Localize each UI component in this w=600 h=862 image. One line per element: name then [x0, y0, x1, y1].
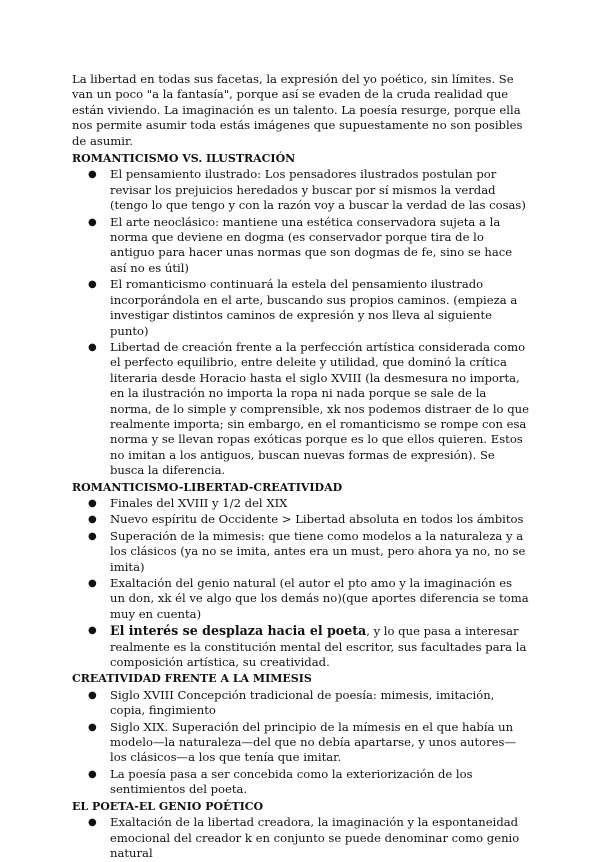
bullet-icon: ●: [88, 768, 97, 780]
bullet-icon: ●: [88, 817, 97, 829]
list-item-text: El arte neoclásico: mantiene una estética conservadora sujeta a la norma que deviene en dogma (es conservador porque tira de lo antiguo para hacer unas normas que son dogmas de fe, sino se hace así no es útil): [110, 214, 513, 275]
list-item-text: El romanticismo continuará la estela del pensamiento ilustrado incorporándola en el arte, buscando sus propios caminos. (empieza a investigar distintos caminos de expresión y nos lleva al siguiente punto): [110, 277, 518, 338]
bullet-list: [72, 496, 530, 670]
list-item: [88, 719, 530, 766]
list-item: [88, 766, 530, 798]
bullet-icon: ●: [88, 216, 97, 228]
section-heading: EL POETA-EL GENIO POÉTICO: [72, 799, 264, 813]
list-item: [88, 528, 530, 575]
section-heading: CREATIVIDAD FRENTE A LA MIMESIS: [72, 672, 312, 686]
bullet-icon: ●: [88, 689, 97, 701]
document-body: [72, 72, 530, 862]
section-el-poeta-genio-poetico: [72, 799, 530, 862]
list-item: [88, 623, 530, 670]
list-item: [88, 214, 530, 277]
list-item-text: Siglo XIX. Superación del principio de la mímesis en el que había un modelo—la naturaleza—del que no debía apartarse, y unos autores—los clásicos—a los que tenía que imitar.: [110, 719, 517, 765]
list-item-text: La poesía pasa a ser concebida como la exteriorización de los sentimientos del poeta.: [110, 766, 473, 797]
list-item: [88, 277, 530, 339]
bullet-icon: ●: [88, 578, 97, 589]
list-item: [88, 512, 530, 527]
list-item-text: Nuevo espíritu de Occidente > Libertad absoluta en todos los ámbitos: [110, 512, 524, 527]
bullet-list: [72, 167, 530, 478]
bullet-list: [72, 688, 530, 798]
emphasized-text: El interés se desplaza hacia el poeta: [110, 623, 367, 639]
list-item: [88, 495, 530, 511]
list-item-text: , y lo que pasa a interesar realmente es la constitución mental del escritor, sus facultades para la composición artística, su creatividad.: [110, 624, 527, 670]
list-item-text: Superación de la mimesis: que tiene como modelos a la naturaleza y a los clásicos (ya no se imita, antes era un must, pero ahora ya no, no se imita): [110, 528, 526, 574]
bullet-icon: ●: [88, 625, 97, 637]
section-heading: ROMANTICISMO VS. ILUSTRACIÓN: [72, 152, 296, 166]
section-romanticismo-vs-ilustracion: [72, 151, 530, 479]
list-item: [88, 339, 530, 479]
list-item-text: Finales del XVIII y 1/2 del XIX: [110, 495, 288, 510]
list-item-text: Siglo XVIII Concepción tradicional de poesía: mimesis, imitación, copia, fingimiento: [110, 687, 495, 718]
list-item-text: Exaltación de la libertad creadora, la imaginación y la espontaneidad emocional del creador k en conjunto se puede denominar como genio natural: [110, 815, 520, 860]
list-item-text: Exaltación del genio natural (el autor el pto amo y la imaginación es un don, xk él ve algo que los demás no)(que aportes diferencia se toma muy en cuenta): [110, 576, 529, 621]
list-item: [88, 815, 530, 861]
list-item: [88, 576, 530, 622]
bullet-icon: ●: [88, 514, 97, 526]
bullet-icon: ●: [88, 530, 97, 542]
bullet-icon: ●: [88, 341, 97, 353]
bullet-icon: ●: [88, 169, 97, 181]
intro-paragraph: La libertad en todas sus facetas, la expresión del yo poético, sin límites. Se van un poco "a la fantasía", porque así se evaden de la cruda realidad que están viviendo. La imaginación es un talento. La poesía resurge, porque ella nos permite asumir toda estás imágenes que supuestamente no son posibles de asumir.: [72, 72, 523, 148]
list-item-text: El pensamiento ilustrado: Los pensadores ilustrados postulan por revisar los prejuicios heredados y buscar por sí mismos la verdad (tengo lo que tengo y con la razón voy a buscar la verdad de las cosas): [110, 167, 526, 213]
section-romanticismo-libertad-creatividad: [72, 480, 530, 671]
list-item-text: Libertad de creación frente a la perfección artística considerada como el perfecto equilibrio, entre deleite y utilidad, que dominó la crítica literaria desde Horacio hasta el siglo XVIII (la desmesura no importa, en la ilustración no importa la ropa ni nada porque se sale de la norma, de lo simple y comprensible, xk nos podemos distraer de lo que realmente importa; sin embargo, en el romanticismo se rompe con esa norma y se llevan ropas exóticas porque es lo que ellos quieren. Estos no imitan a los antiguos, buscan nuevas formas de expresión). Se busca la diferencia.: [110, 339, 529, 478]
list-item: [88, 167, 530, 213]
bullet-list: [72, 815, 530, 861]
bullet-icon: ●: [88, 721, 97, 733]
bullet-icon: ●: [88, 497, 97, 509]
section-heading: ROMANTICISMO-LIBERTAD-CREATIVIDAD: [72, 480, 343, 494]
list-item: [88, 687, 530, 719]
section-creatividad-frente-mimesis: [72, 671, 530, 797]
bullet-icon: ●: [88, 279, 97, 291]
